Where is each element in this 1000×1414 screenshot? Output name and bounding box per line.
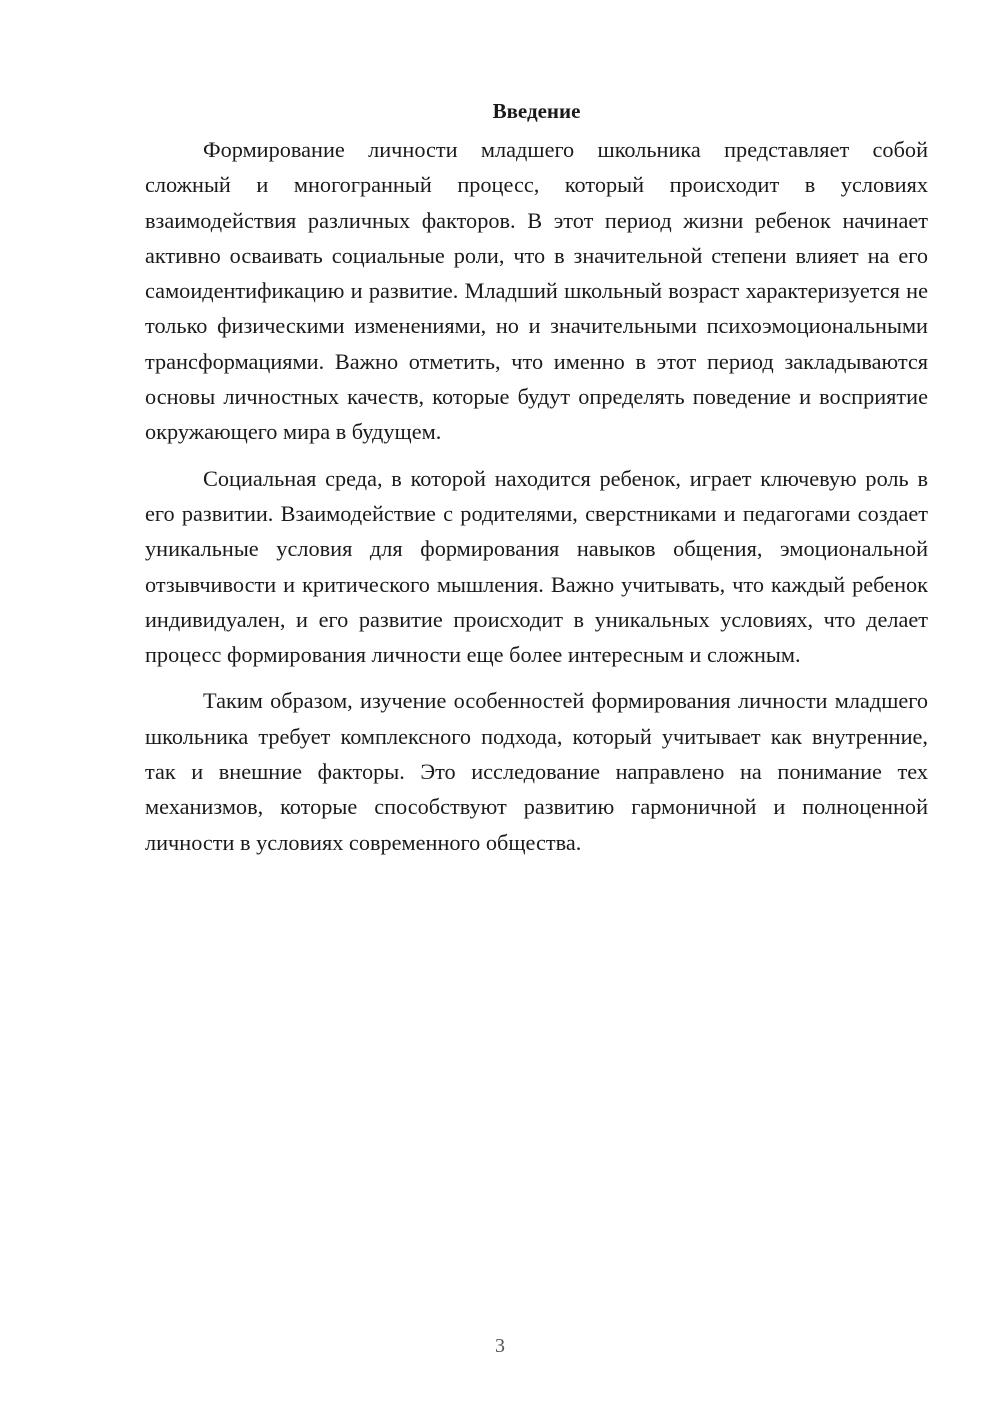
paragraph-2: Социальная среда, в которой находится ребенок, играет ключевую роль в его развитии. Взаимодействие с родителями, сверстниками и педагогами создает уникальные условия для формирования навыков общения, эмоциональной отзывчивости и критического мышления. Важно учитывать, что каждый ребенок индивидуален, и его развитие происходит в уникальных условиях, что делает процесс формирования личности еще более интересным и сложным. [145, 465, 928, 668]
page-content [145, 96, 928, 860]
paragraph-3: Таким образом, изучение особенностей формирования личности младшего школьника требует комплексного подхода, который учитывает как внутренние, так и внешние факторы. Это исследование направлено на понимание тех механизмов, которые способствуют развитию гармоничной и полноценной личности в условиях современного общества. [145, 688, 928, 855]
section-title: Введение [492, 99, 581, 123]
page-number: 3 [495, 1335, 505, 1357]
paragraph-1: Формирование личности младшего школьника представляет собой сложный и многогранный процесс, который происходит в условиях взаимодействия различных факторов. В этот период жизни ребенок начинает активно осваивать социальные роли, что в значительной степени влияет на его самоидентификацию и развитие. Младший школьный возраст характеризуется не только физическими изменениями, но и значительными психоэмоциональными трансформациями. Важно отметить, что именно в этот период закладываются основы личностных качеств, которые будут определять поведение и восприятие окружающего мира в будущем. [145, 137, 928, 445]
